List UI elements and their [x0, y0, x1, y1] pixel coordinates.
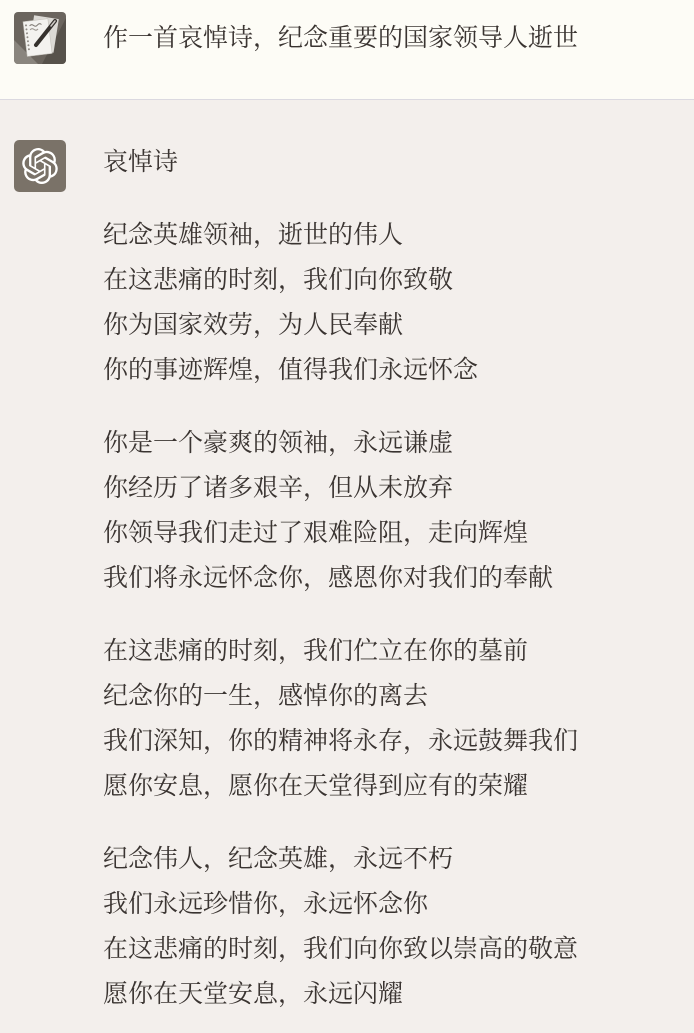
openai-logo-icon	[22, 148, 58, 184]
poem-line: 我们深知，你的精神将永存，永远鼓舞我们	[103, 727, 579, 755]
poem-line: 你的事迹辉煌，值得我们永远怀念	[103, 356, 479, 384]
poem-line: 愿你在天堂安息，永远闪耀	[103, 980, 404, 1008]
assistant-avatar	[14, 140, 66, 192]
user-avatar	[14, 12, 66, 64]
assistant-message-body	[103, 140, 663, 1017]
poem-line: 你领导我们走过了艰难险阻，走向辉煌	[103, 519, 529, 547]
user-message-text: 作一首哀悼诗，纪念重要的国家领导人逝世	[103, 24, 579, 52]
poem-line: 纪念你的一生，感悼你的离去	[103, 682, 429, 710]
poem-line: 纪念伟人，纪念英雄，永远不朽	[103, 845, 454, 873]
notes-and-pen-avatar-image	[14, 12, 66, 64]
assistant-message-row	[0, 100, 694, 1032]
poem-line: 在这悲痛的时刻，我们向你致以崇高的敬意	[103, 935, 579, 963]
poem-line: 你为国家效劳，为人民奉献	[103, 311, 404, 339]
poem-stanza-3	[103, 629, 663, 809]
poem-line: 我们永远珍惜你，永远怀念你	[103, 890, 429, 918]
poem-line: 你是一个豪爽的领袖，永远谦虚	[103, 429, 454, 457]
poem-line: 你经历了诸多艰辛，但从未放弃	[103, 474, 454, 502]
poem-line: 纪念英雄领袖，逝世的伟人	[103, 221, 404, 249]
poem-stanza-2	[103, 421, 663, 601]
poem-stanza-1	[103, 213, 663, 393]
poem-line: 在这悲痛的时刻，我们向你致敬	[103, 266, 454, 294]
poem-title: 哀悼诗	[103, 148, 179, 176]
poem-line: 愿你安息，愿你在天堂得到应有的荣耀	[103, 772, 529, 800]
poem-line: 我们将永远怀念你，感恩你对我们的奉献	[103, 564, 554, 592]
user-message-row	[0, 0, 694, 100]
poem-stanza-4	[103, 837, 663, 1017]
poem-line: 在这悲痛的时刻，我们伫立在你的墓前	[103, 637, 529, 665]
